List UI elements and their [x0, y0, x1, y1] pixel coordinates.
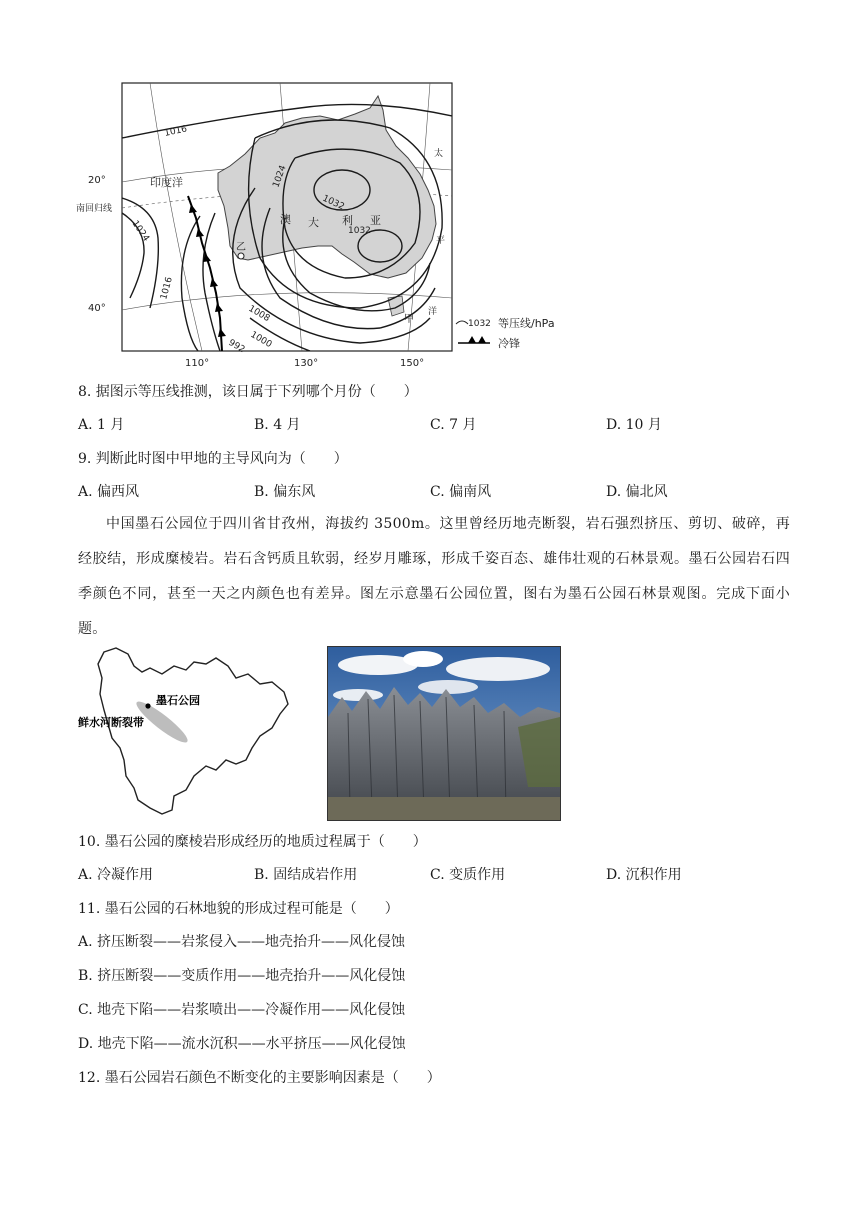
point-yi-marker — [238, 253, 244, 259]
q10-option-b: B. 固结成岩作用 — [254, 867, 358, 883]
isobar-label: 1024 — [129, 218, 151, 244]
question-10-stem: 10. 墨石公园的糜棱岩形成经历的地质过程属于（ ） — [78, 834, 427, 850]
q9-option-a: A. 偏西风 — [78, 484, 140, 500]
q11-option-d: D. 地壳下陷——流水沉积——水平挤压——风化侵蚀 — [78, 1036, 406, 1052]
park-label: 墨石公园 — [156, 694, 200, 707]
question-12-stem: 12. 墨石公园岩石颜色不断变化的主要影响因素是（ ） — [78, 1070, 441, 1086]
passage-text: 中国墨石公园位于四川省甘孜州，海拔约 3500m。这里曾经历地壳断裂，岩石强烈挤压、剪切、破碎，再经胶结，形成糜棱岩。岩石含钙质且软弱，经岁月雕琢，形成千姿百态、雄伟壮观的石林景观。墨石公园岩石四季颜色不同，甚至一天之内颜色也有差异。图左示意墨石公园位置，图右为墨石公园石林景观图。完成下面小题。 — [78, 516, 790, 637]
isobar-label: 992 — [226, 337, 247, 356]
q10-option-a: A. 冷凝作用 — [78, 867, 154, 883]
lat-label-tropic: 南回归线 — [76, 204, 113, 214]
map-legend — [456, 316, 555, 350]
q8-option-a: A. 1 月 — [78, 417, 125, 433]
isobar-map-svg — [70, 78, 570, 368]
q11-option-b: B. 挤压断裂——变质作用——地壳抬升——风化侵蚀 — [78, 968, 406, 984]
sichuan-outline-svg — [76, 644, 300, 820]
isobar-label: 1000 — [248, 329, 274, 351]
legend-isobar-text: 等压线/hPa — [498, 317, 555, 330]
australia-label-char: 亚 — [370, 214, 381, 227]
q8-option-d: D. 10 月 — [606, 417, 662, 433]
isobar-label: 1016 — [159, 276, 175, 301]
park-location-dot — [145, 703, 150, 708]
stone-forest-photo-drawing — [328, 647, 560, 820]
q10-option-d: D. 沉积作用 — [606, 867, 682, 883]
question-8-stem: 8. 据图示等压线推测，该日属于下列哪个月份（ ） — [78, 384, 418, 400]
indian-ocean-label: 印度洋 — [150, 176, 183, 189]
q9-option-d: D. 偏北风 — [606, 484, 668, 500]
isobar-label: 1032 — [320, 193, 346, 213]
legend-isobar-value: 1032 — [468, 319, 491, 329]
q11-option-c: C. 地壳下陷——岩浆喷出——冷凝作用——风化侵蚀 — [78, 1002, 406, 1018]
isobar-label: 1016 — [163, 124, 189, 139]
weather-map-figure — [70, 78, 570, 368]
stone-forest-photo — [327, 646, 561, 821]
q8-option-c: C. 7 月 — [430, 417, 477, 433]
lat-label-20: 20° — [88, 175, 106, 186]
australia-label-char: 大 — [308, 216, 319, 229]
q9-option-b: B. 偏东风 — [254, 484, 316, 500]
q9-option-c: C. 偏南风 — [430, 484, 492, 500]
lat-label-40: 40° — [88, 303, 106, 314]
q10-option-c: C. 变质作用 — [430, 867, 506, 883]
question-11-stem: 11. 墨石公园的石林地貌的形成过程可能是（ ） — [78, 901, 399, 917]
province-outline — [98, 648, 288, 814]
legend-front-text: 冷锋 — [498, 337, 520, 350]
q8-option-b: B. 4 月 — [254, 417, 301, 433]
point-yi-label: 乙 — [236, 242, 246, 253]
isobar-label: 1008 — [246, 303, 272, 325]
pacific-label-char: 太 — [434, 149, 444, 159]
fault-label: 鲜水河断裂带 — [78, 716, 144, 729]
lon-label-130: 130° — [294, 358, 319, 368]
point-jia-label: 甲 — [404, 314, 414, 325]
lon-label-110: 110° — [185, 358, 210, 368]
location-map-figure — [76, 644, 300, 820]
lon-label-150: 150° — [400, 358, 425, 368]
pacific-label-char: 洋 — [428, 307, 438, 317]
q11-option-a: A. 挤压断裂——岩浆侵入——地壳抬升——风化侵蚀 — [78, 934, 406, 950]
australia-label-char: 澳 — [280, 213, 291, 226]
isobar-label: 1032 — [348, 226, 371, 236]
question-9-stem: 9. 判断此时图中甲地的主导风向为（ ） — [78, 451, 348, 467]
pacific-label-char: 平 — [436, 236, 446, 246]
isobar-label: 1024 — [271, 164, 289, 190]
australia-label-char: 利 — [342, 214, 353, 227]
